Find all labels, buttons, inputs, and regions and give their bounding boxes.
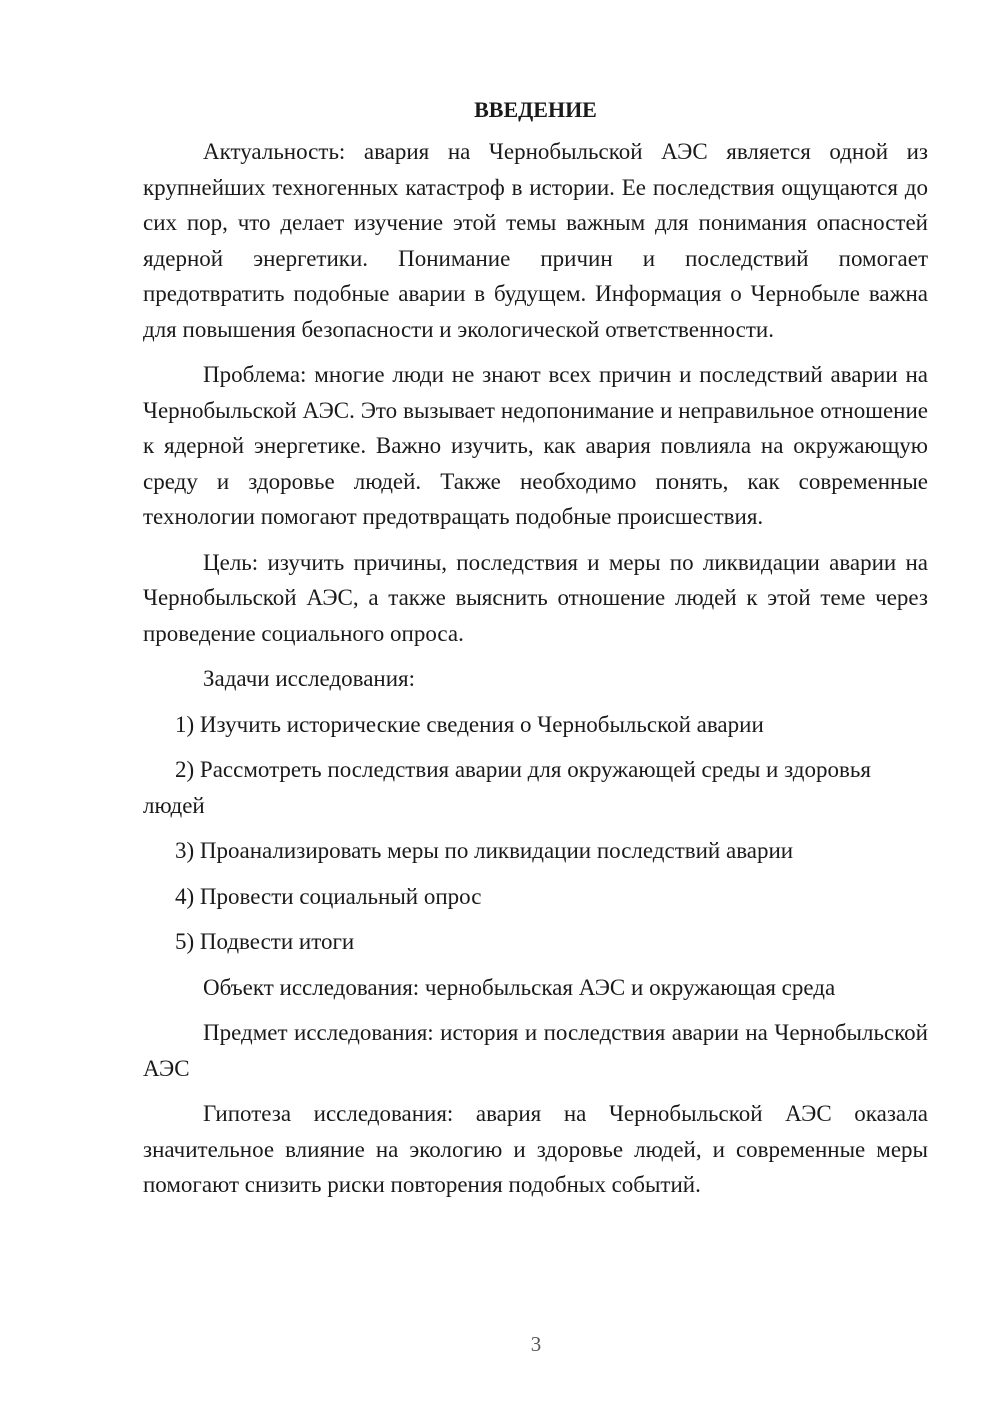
page-number: 3 bbox=[530, 1332, 542, 1356]
hypothesis-paragraph: Гипотеза исследования: авария на Чернобыльской АЭС оказала значительное влияние на экологию и здоровье людей, и современные меры помогают снизить риски повторения подобных событий. bbox=[143, 1101, 928, 1197]
goal-paragraph: Цель: изучить причины, последствия и меры по ликвидации аварии на Чернобыльской АЭС, а также выяснить отношение людей к этой теме через проведение социального опроса. bbox=[143, 549, 928, 646]
task-item-3: 3) Проанализировать меры по ликвидации последствий аварии bbox=[175, 838, 794, 863]
task-item-4: 4) Провести социальный опрос bbox=[175, 883, 482, 909]
object-paragraph: Объект исследования: чернобыльская АЭС и окружающая среда bbox=[203, 974, 836, 1000]
task-item-1: 1) Изучить исторические сведения о Чернобыльской аварии bbox=[175, 711, 764, 737]
tasks-heading: Задачи исследования: bbox=[203, 666, 416, 691]
subject-paragraph: Предмет исследования: история и последствия аварии на Чернобыльской АЭС bbox=[143, 1020, 928, 1081]
relevance-paragraph: Актуальность: авария на Чернобыльской АЭС является одной из крупнейших техногенных катастроф в истории. Ее последствия ощущаются до сих пор, что делает изучение этой темы важным для понимания опасностей ядерной энергетики. Понимание причин и последствий помогает предотвратить подобные аварии в будущем. Информация о Чернобыле важна для повышения безопасности и экологической ответственности. bbox=[143, 139, 928, 342]
problem-paragraph: Проблема: многие люди не знают всех причин и последствий аварии на Чернобыльской АЭС. Это вызывает недопонимание и неправильное отношение к ядерной энергетике. Важно изучить, как авария повлияла на окружающую среду и здоровье людей. Также необходимо понять, как современные технологии помогают предотвращать подобные происшествия. bbox=[143, 362, 928, 529]
task-item-2: 2) Рассмотреть последствия аварии для окружающей среды и здоровья людей bbox=[143, 757, 871, 818]
page-title: ВВЕДЕНИЕ bbox=[474, 97, 597, 122]
task-item-5: 5) Подвести итоги bbox=[175, 929, 355, 954]
page-content bbox=[143, 95, 928, 1213]
